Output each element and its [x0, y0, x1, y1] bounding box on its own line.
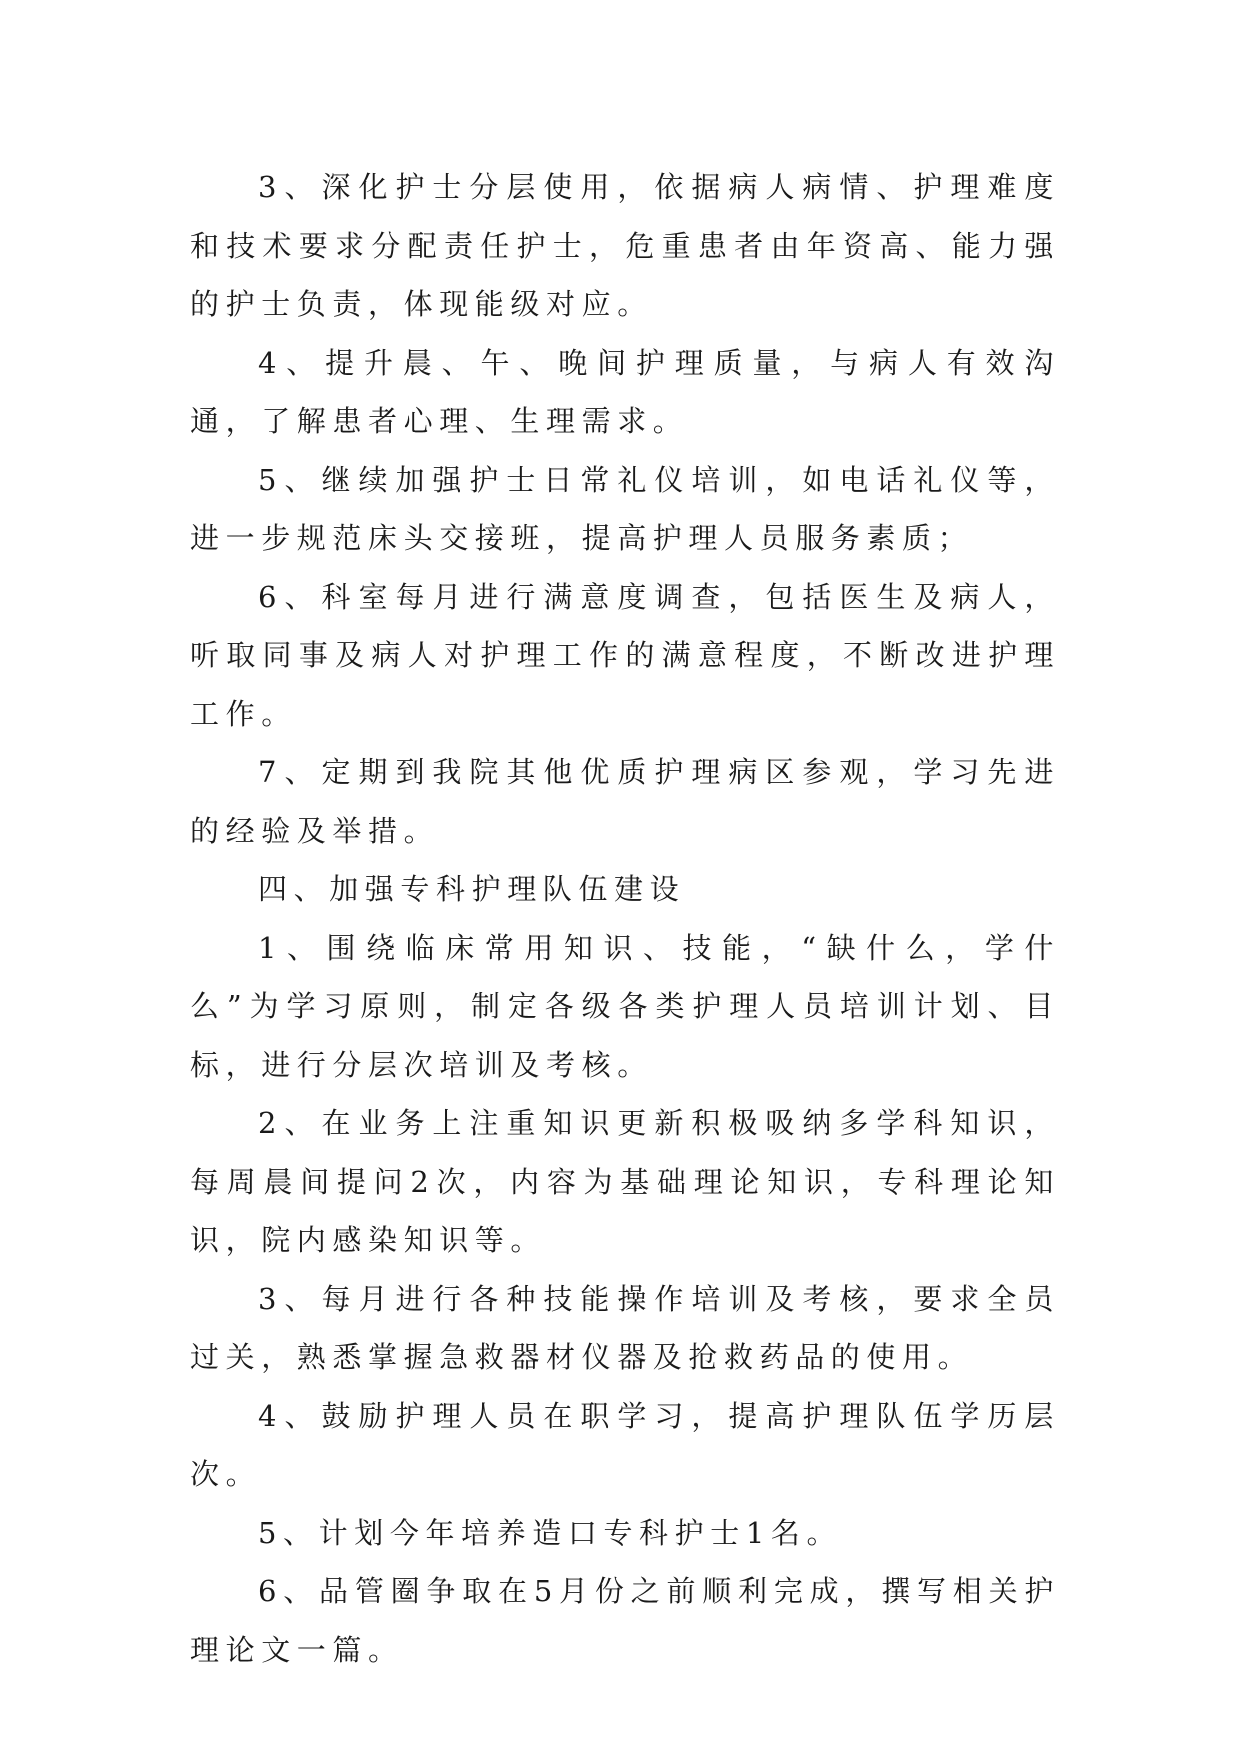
- paragraph-item-4-care-quality: 4、提升晨、午、晚间护理质量，与病人有效沟通，了解患者心理、生理需求。: [190, 345, 1060, 438]
- paragraph-item-4-in-service-study: 4、鼓励护理人员在职学习，提高护理队伍学历层次。: [190, 1398, 1060, 1491]
- paragraph-item-6-satisfaction-survey: 6、科室每月进行满意度调查，包括医生及病人，听取同事及病人对护理工作的满意程度，不断改进护理工作。: [190, 579, 1060, 731]
- paragraph-item-5-stoma-nurse: 5、计划今年培养造口专科护士1名。: [258, 1515, 843, 1550]
- paragraph-item-1-training-plan: 1、围绕临床常用知识、技能，“缺什么，学什么”为学习原则，制定各级各类护理人员培训计划、目标，进行分层次培训及考核。: [190, 930, 1060, 1082]
- paragraph-item-3-skills-training: 3、每月进行各种技能操作培训及考核，要求全员过关，熟悉掌握急救器材仪器及抢救药品的使用。: [190, 1281, 1060, 1374]
- paragraph-item-5-etiquette-training: 5、继续加强护士日常礼仪培训，如电话礼仪等，进一步规范床头交接班，提高护理人员服务素质；: [190, 462, 1060, 555]
- paragraph-item-7-ward-visits: 7、定期到我院其他优质护理病区参观，学习先进的经验及举措。: [190, 755, 1060, 848]
- section-heading-4: 四、加强专科护理队伍建设: [258, 872, 686, 906]
- paragraph-item-2-knowledge-update: 2、在业务上注重知识更新积极吸纳多学科知识，每周晨间提问2次，内容为基础理论知识，专科理论知识，院内感染知识等。: [190, 1106, 1060, 1257]
- document-body: [190, 158, 1060, 1679]
- paragraph-item-3-tiered-nursing: 3、深化护士分层使用，依据病人病情、护理难度和技术要求分配责任护士，危重患者由年资高、能力强的护士负责，体现能级对应。: [190, 170, 1060, 321]
- paragraph-item-6-quality-circle: 6、品管圈争取在5月份之前顺利完成，撰写相关护理论文一篇。: [190, 1574, 1060, 1667]
